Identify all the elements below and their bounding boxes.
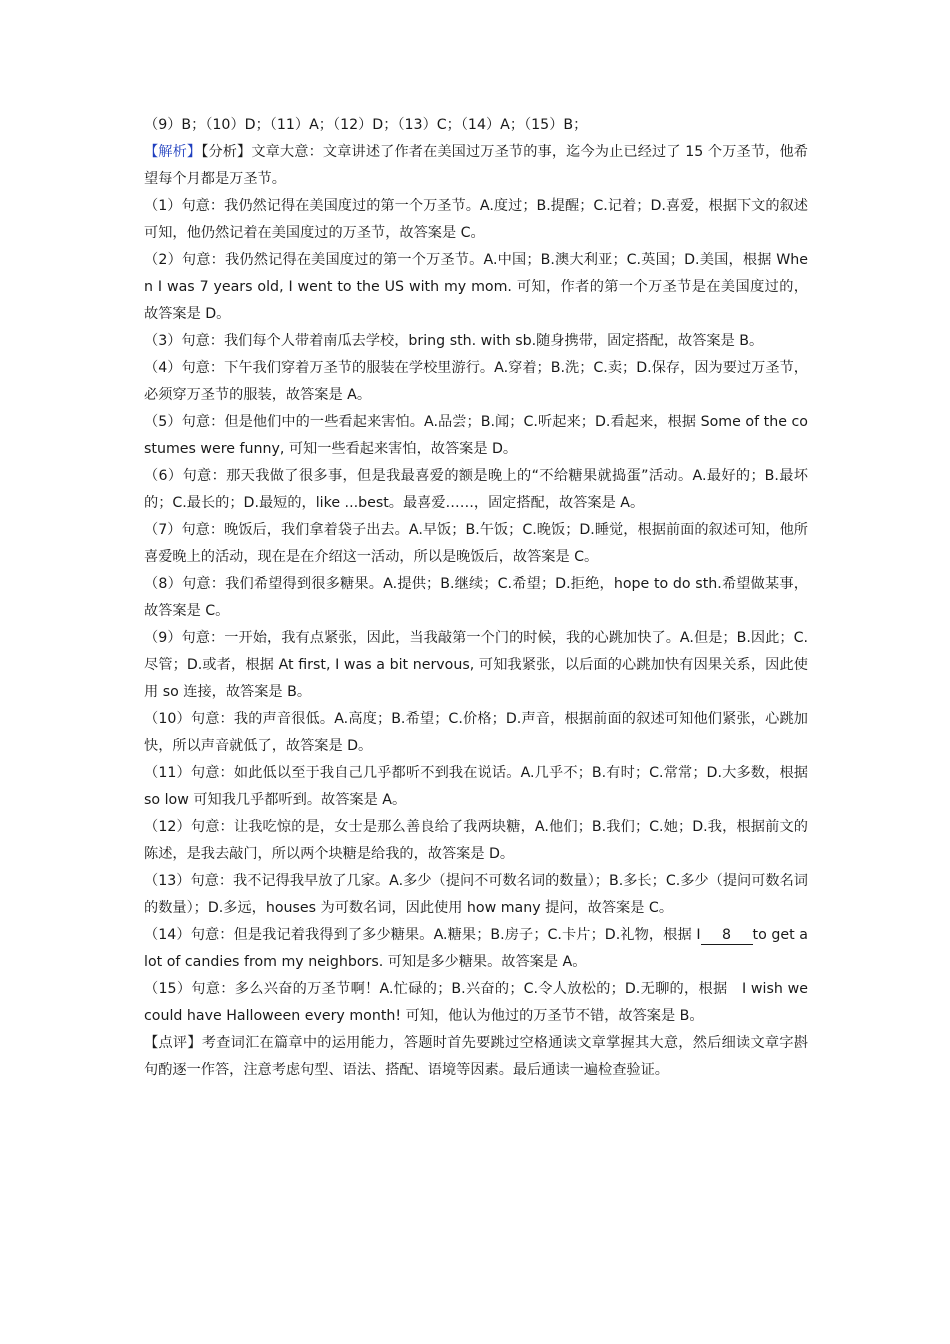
explanation-4: （4）句意：下午我们穿着万圣节的服装在学校里游行。A.穿着；B.洗；C.卖；D.保存，因为要过万圣节，必须穿万圣节的服装，故答案是 A。	[144, 360, 808, 403]
explanation-14-after: to get a lot of candies from my neighbors. 可知是多少糖果。故答案是 A。	[144, 927, 808, 970]
explanation-9: （9）句意：一开始，我有点紧张，因此，当我敲第一个门的时候，我的心跳加快了。A.但是；B.因此；C.尽管；D.或者，根据 At first, I was a bit nervous, 可知我紧张，以后面的心跳加快有因果关系，因此使用 so 连接，故答案是 B。	[144, 630, 808, 700]
explanation-8: （8）句意：我们希望得到很多糖果。A.提供；B.继续；C.希望；D.拒绝，hope to do sth.希望做某事，故答案是 C。	[144, 576, 808, 619]
explanation-2: （2）句意：我仍然记得在美国度过的第一个万圣节。A.中国；B.澳大利亚；C.英国；D.美国，根据 When I was 7 years old, I went to the US with my mom. 可知，作者的第一个万圣节是在美国度过的，故答案是 D。	[144, 252, 808, 322]
explanation-14	[144, 922, 808, 976]
explanation-14-before: （14）句意：但是我记着我得到了多少糖果。A.糖果；B.房子；C.卡片；D.礼物，根据 I	[144, 927, 701, 943]
explanation-13: （13）句意：我不记得我早放了几家。A.多少（提问不可数名词的数量）；B.多长；C.多少（提问可数名词的数量）；D.多远，houses 为可数名词，因此使用 how many 提问，故答案是 C。	[144, 873, 808, 916]
explanation-10: （10）句意：我的声音很低。A.高度；B.希望；C.价格；D.声音，根据前面的叙述可知他们紧张，心跳加快，所以声音就低了，故答案是 D。	[144, 711, 808, 754]
explanation-5: （5）句意：但是他们中的一些看起来害怕。A.品尝；B.闻；C.听起来；D.看起来，根据 Some of the costumes were funny, 可知一些看起来害怕，故答案是 D。	[144, 414, 808, 457]
explanation-11: （11）句意：如此低以至于我自己几乎都听不到我在说话。A.几乎不；B.有时；C.常常；D.大多数，根据 so low 可知我几乎都听到。故答案是 A。	[144, 765, 808, 808]
analysis-tag: 【解析】	[144, 144, 202, 160]
answer-key-line: （9）B；（10）D；（11）A；（12）D；（13）C；（14）A；（15）B；	[144, 117, 588, 133]
document-page	[144, 112, 808, 1084]
explanation-3: （3）句意：我们每个人带着南瓜去学校，bring sth. with sb.随身携带，固定搭配，故答案是 B。	[144, 333, 764, 349]
explanation-7: （7）句意：晚饭后，我们拿着袋子出去。A.早饭；B.午饭；C.晚饭；D.睡觉，根据前面的叙述可知，他所喜爱晚上的活动，现在是在介绍这一活动，所以是晚饭后，故答案是 C。	[144, 522, 808, 565]
explanation-1: （1）句意：我仍然记得在美国度过的第一个万圣节。A.度过；B.提醒；C.记着；D.喜爱，根据下文的叙述可知，他仍然记着在美国度过的万圣节，故答案是 C。	[144, 198, 808, 241]
analysis-summary: 【分析】文章大意：文章讲述了作者在美国过万圣节的事，迄今为止已经过了 15 个万圣节，他希望每个月都是万圣节。	[144, 144, 808, 187]
explanation-15: （15）句意：多么兴奋的万圣节啊！A.忙碌的；B.兴奋的；C.令人放松的；D.无聊的，根据 I wish we could have Halloween every month! 可知，他认为他过的万圣节不错，故答案是 B。	[144, 981, 808, 1024]
explanation-6: （6）句意：那天我做了很多事，但是我最喜爱的额是晚上的“不给糖果就捣蛋”活动。A.最好的；B.最坏的；C.最长的；D.最短的，like ...best。最喜爱……，固定搭配，故答案是 A。	[144, 468, 808, 511]
analysis-paragraph	[144, 139, 808, 193]
comment-paragraph: 【点评】考查词汇在篇章中的运用能力，答题时首先要跳过空格通读文章掌握其大意，然后细读文章字斟句酌逐一作答，注意考虑句型、语法、搭配、语境等因素。最后通读一遍检查验证。	[144, 1035, 808, 1078]
explanation-12: （12）句意：让我吃惊的是，女士是那么善良给了我两块糖，A.他们；B.我们；C.她；D.我，根据前文的陈述，是我去敲门，所以两个块糖是给我的，故答案是 D。	[144, 819, 808, 862]
blank-underline: 8	[701, 926, 753, 945]
